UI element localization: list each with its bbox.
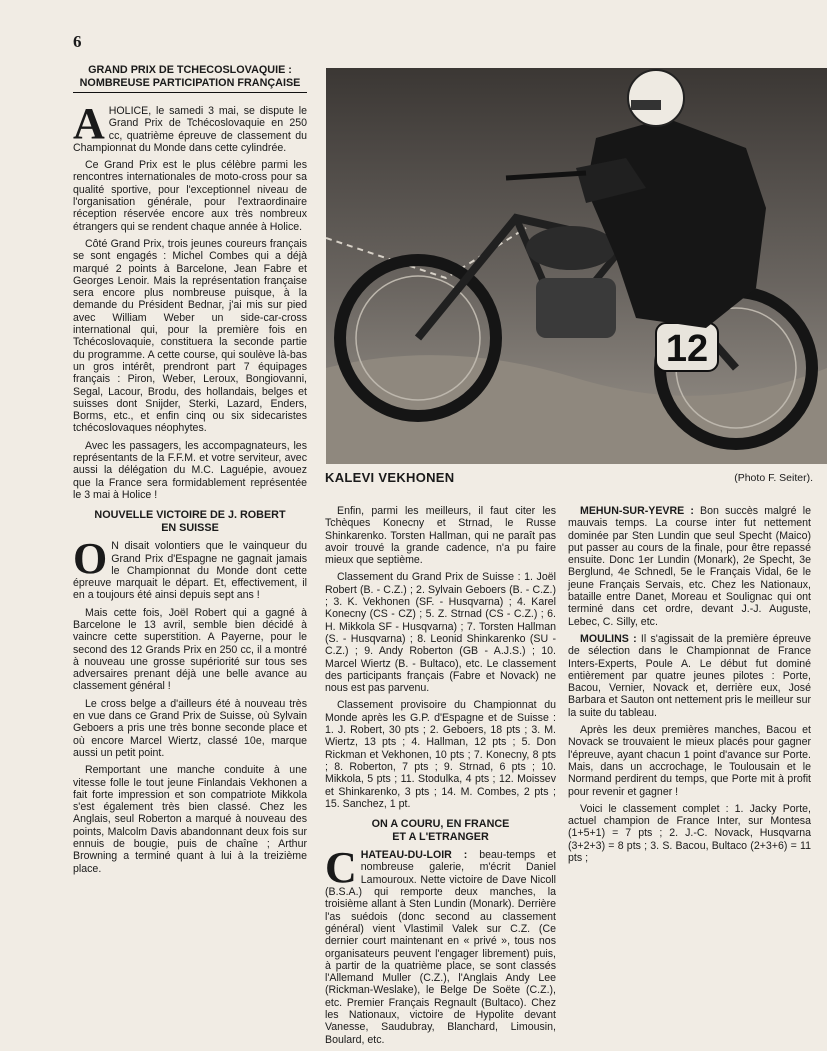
paragraph: Voici le classement complet : 1. Jacky Porte, actuel champion de France Inter, sur Montesa (1+5+1) = 7 pts ; 2. J.-C. Novack, Husqvarna (3+2+3) = 8 pts ; 3. S. Bacou, Bultaco (2+3+6) = 11 pts ; (568, 802, 811, 865)
drop-cap: C (325, 843, 357, 893)
column-left (73, 64, 307, 880)
paragraph: Enfin, parmi les meilleurs, il faut citer les Tchèques Konecny et Strnad, le Russe Shinkarenko. Torsten Hallman, qui ne paraît pas avoir trouvé la grande cadence, n'a pu faire mieux que septième. (325, 505, 556, 567)
title-line: NOUVELLE VICTOIRE DE J. ROBERT (94, 509, 286, 522)
paragraph: CHATEAU-DU-LOIR : beau-temps et nombreuse galerie, m'écrit Daniel Lamouroux. Nette victoire de Dave Nicoll (B.S.A.) qui remporte deux manches, la troisième allant à Sten Lundin (Monark). Derrière l'as suédois (donc second au classement général) vient Vlastimil Valek sur C.Z. (Ce dernier court maintenant en « privé », tous nos organisateurs peuvent l'engager librement) puis, à partir de la quatrième place, se sont classés l'Allemand Muller (C.Z.), l'Anglais Andy Lee (Rickman-Weslake), le Belge De Soëte (C.Z.), etc. Premier Français Regnault (Bultaco). Chez les Nationaux, victoire de Hypolite devant Vanesse, Saudubray, Blanchard, Limousin, Boulard, etc. (325, 843, 556, 1046)
drop-cap: A (73, 99, 105, 148)
paragraph: Ce Grand Prix est le plus célèbre parmi les rencontres internationales de moto-cross pour sa qualité sportive, pour l'exceptionnel niveau de l'organisation générale, pour l'extraordinaire réception réservée encore aux très nombreux étrangers qui se rendent chaque année à Holice. (73, 159, 307, 233)
place-lead: MEHUN-SUR-YEVRE : (580, 505, 694, 517)
paragraph: MOULINS : Il s'agissait de la première épreuve de sélection dans le Championnat de France Inters-Experts, Poule A. Le début fut dominé entièrement par quatre jeunes pilotes : Porte, Bacou, Vernier, Novack et, derrière eux, José Barbara et Sauton ont nettement pris le meilleur sur la suite du tableau. (568, 632, 811, 719)
place-lead: HATEAU-DU-LOIR : (360, 849, 468, 862)
paragraph: Classement provisoire du Championnat du Monde après les G.P. d'Espagne et de Suisse : 1. J. Robert, 30 pts ; 2. Geboers, 18 pts ; 3. M. Wiertz, 13 pts ; 4. Hallman, 12 pts ; 5. Don Rickman et Vekhonen, 10 pts ; 7. Konecny, 8 pts ; 8. Roberton, 7 pts ; 9. Strnad, 6 pts ; 10. Mikkola, 5 pts ; 11. Stodulka, 4 pts ; 12. Moissev et Shinkarenko, 3 pts ; 14. M. Combes, 2 pts ; 15. Sanchez, 1 pt. (325, 699, 556, 810)
paragraph: Le cross belge a d'ailleurs été à nouveau très en vue dans ce Grand Prix de Suisse, où Sylvain Geboers a pris une très bonne seconde place et où encore Marcel Wiertz, classé 10e, marque aussi un petit point. (73, 697, 307, 759)
motocross-photo (326, 68, 827, 464)
title-line: NOMBREUSE PARTICIPATION FRANÇAISE (79, 76, 301, 89)
place-lead: MOULINS : (580, 632, 637, 645)
column-middle (325, 505, 556, 1051)
paragraph: Après les deux premières manches, Bacou et Novack se trouvaient le mieux placés pour gagner l'épreuve, ayant chacun 1 point d'avance sur Porte. Mais, dans un accrochage, le Toulousain et le Normand perdirent du temps, que Porte mit à profit pour revenir et gagner ! (568, 724, 811, 798)
paragraph: Classement du Grand Prix de Suisse : 1. Joël Robert (B. - C.Z.) ; 2. Sylvain Geboers (B. - C.Z.) ; 3. K. Vekhonen (SF. - Husqvarna) ; 4. Karel Konecny (CS - CZ) ; 5. Z. Strnad (CS - C.Z.) ; 6. H. Mikkola SF - Husqvarna) ; 7. Torsten Hallman (S. - Husqvarna) ; 8. Leonid Shinkarenko (SU - C.Z.) ; 9. Andy Roberton (GB - A.J.S.) ; 10. Marcel Wiertz (B. - Bultaco), etc. Le classement des participants français (Fabre et Novack) ne nous est pas parvenu. (325, 571, 556, 695)
photo-credit: (Photo F. Seiter). (734, 472, 813, 484)
article-title-france (325, 818, 556, 843)
caption-name: KALEVI VEKHONEN (325, 470, 455, 485)
page-number: 6 (73, 32, 82, 51)
paragraph: Mais cette fois, Joël Robert qui a gagné à Barcelone le 13 avril, semble bien décidé à vaincre cette superstition. A Payerne, pour le second des 12 Grands Prix en 250 cc, il a montré à nouveau une grosse supériorité sur tous ses adversaires prenant déjà une belle avance au classement général ! (73, 606, 307, 693)
title-line: GRAND PRIX DE TCHECOSLOVAQUIE : (88, 64, 292, 76)
article-title-robert (73, 509, 307, 534)
title-line: EN SUISSE (161, 521, 219, 534)
title-line: ON A COURU, EN FRANCE (371, 818, 510, 831)
photo-caption (325, 470, 813, 488)
column-right (568, 505, 811, 869)
drop-cap: O (73, 534, 108, 584)
paragraph: AHOLICE, le samedi 3 mai, se dispute le Grand Prix de Tchécoslovaquie en 250 cc, quatrième épreuve de classement du Championnat du Monde dans cette cylindrée. (73, 99, 307, 154)
paragraph: Côté Grand Prix, trois jeunes coureurs français se sont engagés : Michel Combes qui a déjà marqué 2 points à Barcelone, Jean Fabre et Georges Lenoir. Mais la représentation française sera encore plus nombreuse puisque, à la demande du Président Bednar, j'ai mis sur pied avec William Weber un side-car-cross international qui, pour la première fois en Tchécoslovaquie, constituera la seconde partie du programme. A cette course, qui soulève là-bas un gros intérêt, prendront part 7 équipages français : Piron, Weber, Leroux, Bongiovanni, Segal, Lacour, Brodu, des hollandais, belges et suisses dont Snijder, Sterki, Lazard, Enders, Borms, etc., et enfin cinq ou six sidecaristes tchécoslovaques néophytes. (73, 237, 307, 435)
article-title-czech (73, 64, 307, 93)
paragraph: Remportant une manche conduite à une vitesse folle le tout jeune Finlandais Vekhonen a fait forte impression et son compatriote Mikkola s'est également très bien classé. Chez les Anglais, seul Roberton a marqué à nouveau des points, Malcolm Davis abandonnant deux fois sur ennuis de bougie, puis de chaîne ; Arthur Browning a terminé quant à lui à la treizième place. (73, 764, 307, 875)
title-line: ET A L'ETRANGER (392, 830, 489, 843)
bike-number: 12 (665, 328, 709, 370)
paragraph: Avec les passagers, les accompagnateurs, les représentants de la F.F.M. et votre serviteur, avec aussi la délégation du M.C. Laguépie, avouez que la France sera formidablement représentée le 3 mai à Holice ! (73, 439, 307, 501)
paragraph: O N disait volontiers que le vainqueur du Grand Prix d'Espagne ne gagnait jamais le Championnat du Monde dont cette épreuve marquait le départ. Et, effectivement, il en a toujours été ainsi depuis sept ans ! (73, 534, 307, 602)
paragraph: MEHUN-SUR-YEVRE : Bon succès malgré le mauvais temps. La course inter fut nettement dominée par Sten Lundin que seul Specht (Maico) put passer au cours de la finale, pour être repassé ensuite. Donc 1er Lundin (Monark), 2e Specht, 3e Berglund, 4e Schnedl, 5e le Français Vidal, 6e le jeune Français Servais, etc. Chez les Nationaux, bataille entre Danet, Moreau et Soulignac qui ont terminé dans cet ordre, devant J.-J. Auguste, Lebec, C. Silly, etc. (568, 505, 811, 628)
